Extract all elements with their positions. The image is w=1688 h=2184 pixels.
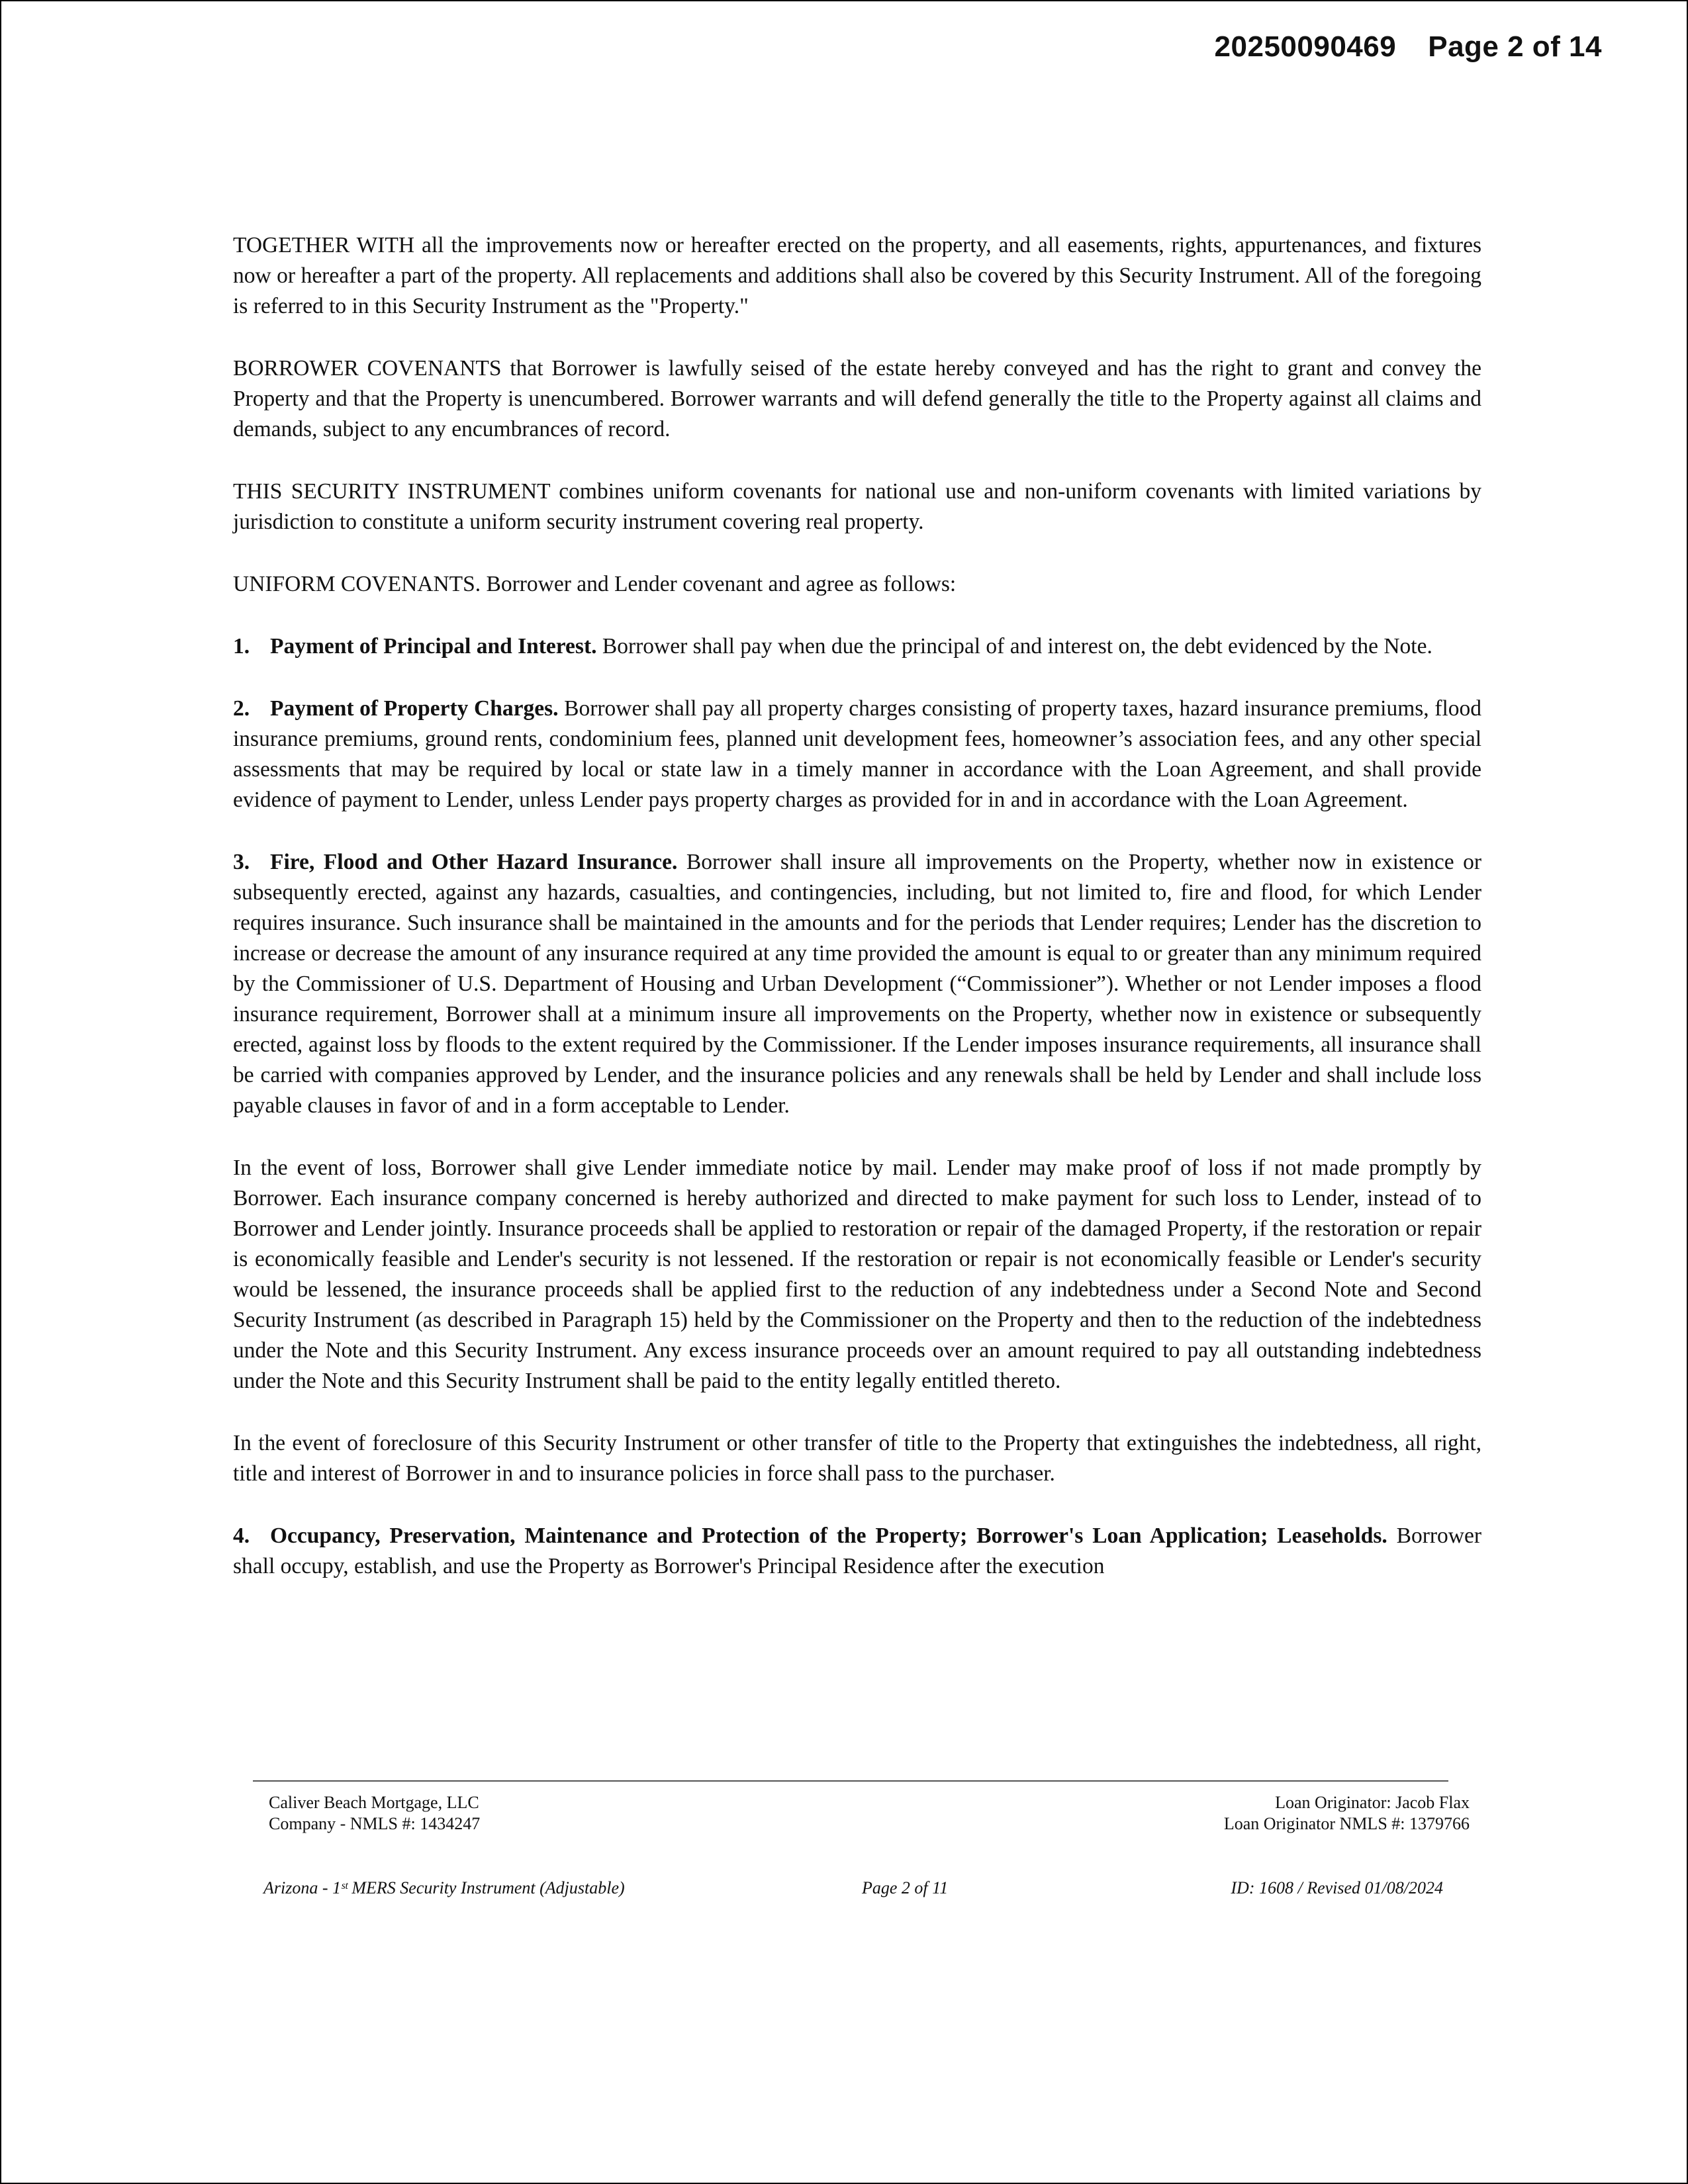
document-body [233, 230, 1481, 1582]
section-3-number: 3. [233, 850, 250, 874]
form-id: ID: 1608 / Revised 01/08/2024 [1231, 1878, 1443, 1897]
recording-stamp [1215, 30, 1602, 64]
document-number: 20250090469 [1214, 30, 1397, 63]
section-2-heading: Payment of Property Charges. [270, 696, 559, 721]
section-3 [233, 847, 1481, 1121]
together-with-paragraph: TOGETHER WITH all the improvements now or hereafter erected on the property, and all easements, rights, appurtenances, and fixtures now or hereafter a part of the property. All replacements and additions shall also be covered by this Security Instrument. All of the foregoing is referred to in this Security Instrument as the "Property." [233, 233, 1481, 318]
section-2-number: 2. [233, 696, 250, 721]
section-1-text: Borrower shall pay when due the principal of and interest on, the debt evidenced by the Note. [596, 634, 1432, 659]
uniform-covenants-paragraph: UNIFORM COVENANTS. Borrower and Lender covenant and agree as follows: [233, 572, 957, 596]
borrower-covenants-paragraph: BORROWER COVENANTS that Borrower is lawfully seised of the estate hereby conveyed and has the right to grant and convey the Property and that the Property is unencumbered. Borrower warrants and will defend generally the title to the Property against all claims and demands, subject to any encumbrances of record. [233, 356, 1481, 441]
loss-paragraph: In the event of loss, Borrower shall give Lender immediate notice by mail. Lender may make proof of loss if not made promptly by Borrower. Each insurance company concerned is hereby authorized and directed to make payment for such loss to Lender, instead of to Borrower and Lender jointly. Insurance proceeds shall be applied to restoration or repair of the damaged Property, if the restoration or repair is economically feasible and Lender's security is not lessened. If the restoration or repair is not economically feasible or Lender's security would be lessened, the insurance proceeds shall be applied first to the reduction of any indebtedness under a Second Note and Second Security Instrument (as described in Paragraph 15) held by the Commissioner on the Property and then to the reduction of the indebtedness under the Note and this Security Instrument. Any excess insurance proceeds over an amount required to pay all outstanding indebtedness under the Note and this Security Instrument shall be paid to the entity legally entitled thereto. [233, 1156, 1481, 1393]
section-3-text: Borrower shall insure all improvements on the Property, whether now in existence or subsequently erected, against any hazards, casualties, and contingencies, including, but not limited to, fire and flood, for which Lender requires insurance. Such insurance shall be maintained in the amounts and for the periods that Lender requires; Lender has the discretion to increase or decrease the amount of any insurance required at any time provided the amount is equal to or greater than any minimum required by the Commissioner of U.S. Department of Housing and Urban Development (“Commissioner”). Whether or not Lender imposes a flood insurance requirement, Borrower shall at a minimum insure all improvements on the Property, whether now in existence or subsequently erected, against loss by floods to the extent required by the Commissioner. If the Lender imposes insurance requirements, all insurance shall be carried with companies approved by Lender, and the insurance policies and any renewals shall be held by Lender and shall include loss payable clauses in favor of and in a form acceptable to Lender. [233, 850, 1482, 1118]
section-4 [233, 1521, 1481, 1582]
security-instrument-paragraph: THIS SECURITY INSTRUMENT combines uniform covenants for national use and non-uniform covenants with limited variations by jurisdiction to constitute a uniform security instrument covering real property. [233, 479, 1481, 534]
foreclosure-paragraph: In the event of foreclosure of this Security Instrument or other transfer of title to the Property that extinguishes the indebtedness, all right, title and interest of Borrower in and to insurance policies in force shall pass to the purchaser. [233, 1431, 1481, 1486]
section-4-number: 4. [233, 1524, 250, 1548]
form-page-number: Page 2 of 11 [862, 1878, 949, 1897]
section-2 [233, 694, 1481, 815]
footer-divider [253, 1780, 1448, 1782]
section-3-heading: Fire, Flood and Other Hazard Insurance. [270, 850, 678, 874]
section-1-number: 1. [233, 634, 250, 659]
company-name: Caliver Beach Mortgage, LLC [269, 1793, 479, 1812]
footer-company-block [269, 1792, 480, 1835]
loan-originator: Loan Originator: Jacob Flax [1275, 1793, 1470, 1812]
section-2-text: Borrower shall pay all property charges consisting of property taxes, hazard insurance premiums, flood insurance premiums, ground rents, condominium fees, planned unit development fees, homeowner’s association fees, and any other special assessments that may be required by local or state law in a timely manner in accordance with the Loan Agreement, and shall provide evidence of payment to Lender, unless Lender pays property charges as provided for in and in accordance with the Loan Agreement. [233, 696, 1481, 812]
page-label: Page 2 of 14 [1428, 30, 1602, 63]
form-title: Arizona - 1ˢᵗ MERS Security Instrument (Adjustable) [263, 1878, 625, 1897]
section-1 [233, 631, 1481, 662]
footer-originator-block [1224, 1792, 1470, 1835]
section-4-text: Borrower shall occupy, establish, and use the Property as Borrower's Principal Residence after the execution [233, 1524, 1482, 1578]
loan-originator-nmls: Loan Originator NMLS #: 1379766 [1223, 1814, 1470, 1833]
company-nmls: Company - NMLS #: 1434247 [269, 1814, 481, 1833]
section-1-heading: Payment of Principal and Interest. [270, 634, 597, 659]
section-4-heading: Occupancy, Preservation, Maintenance and Protection of the Property; Borrower's Loan Application; Leaseholds. [270, 1524, 1387, 1548]
